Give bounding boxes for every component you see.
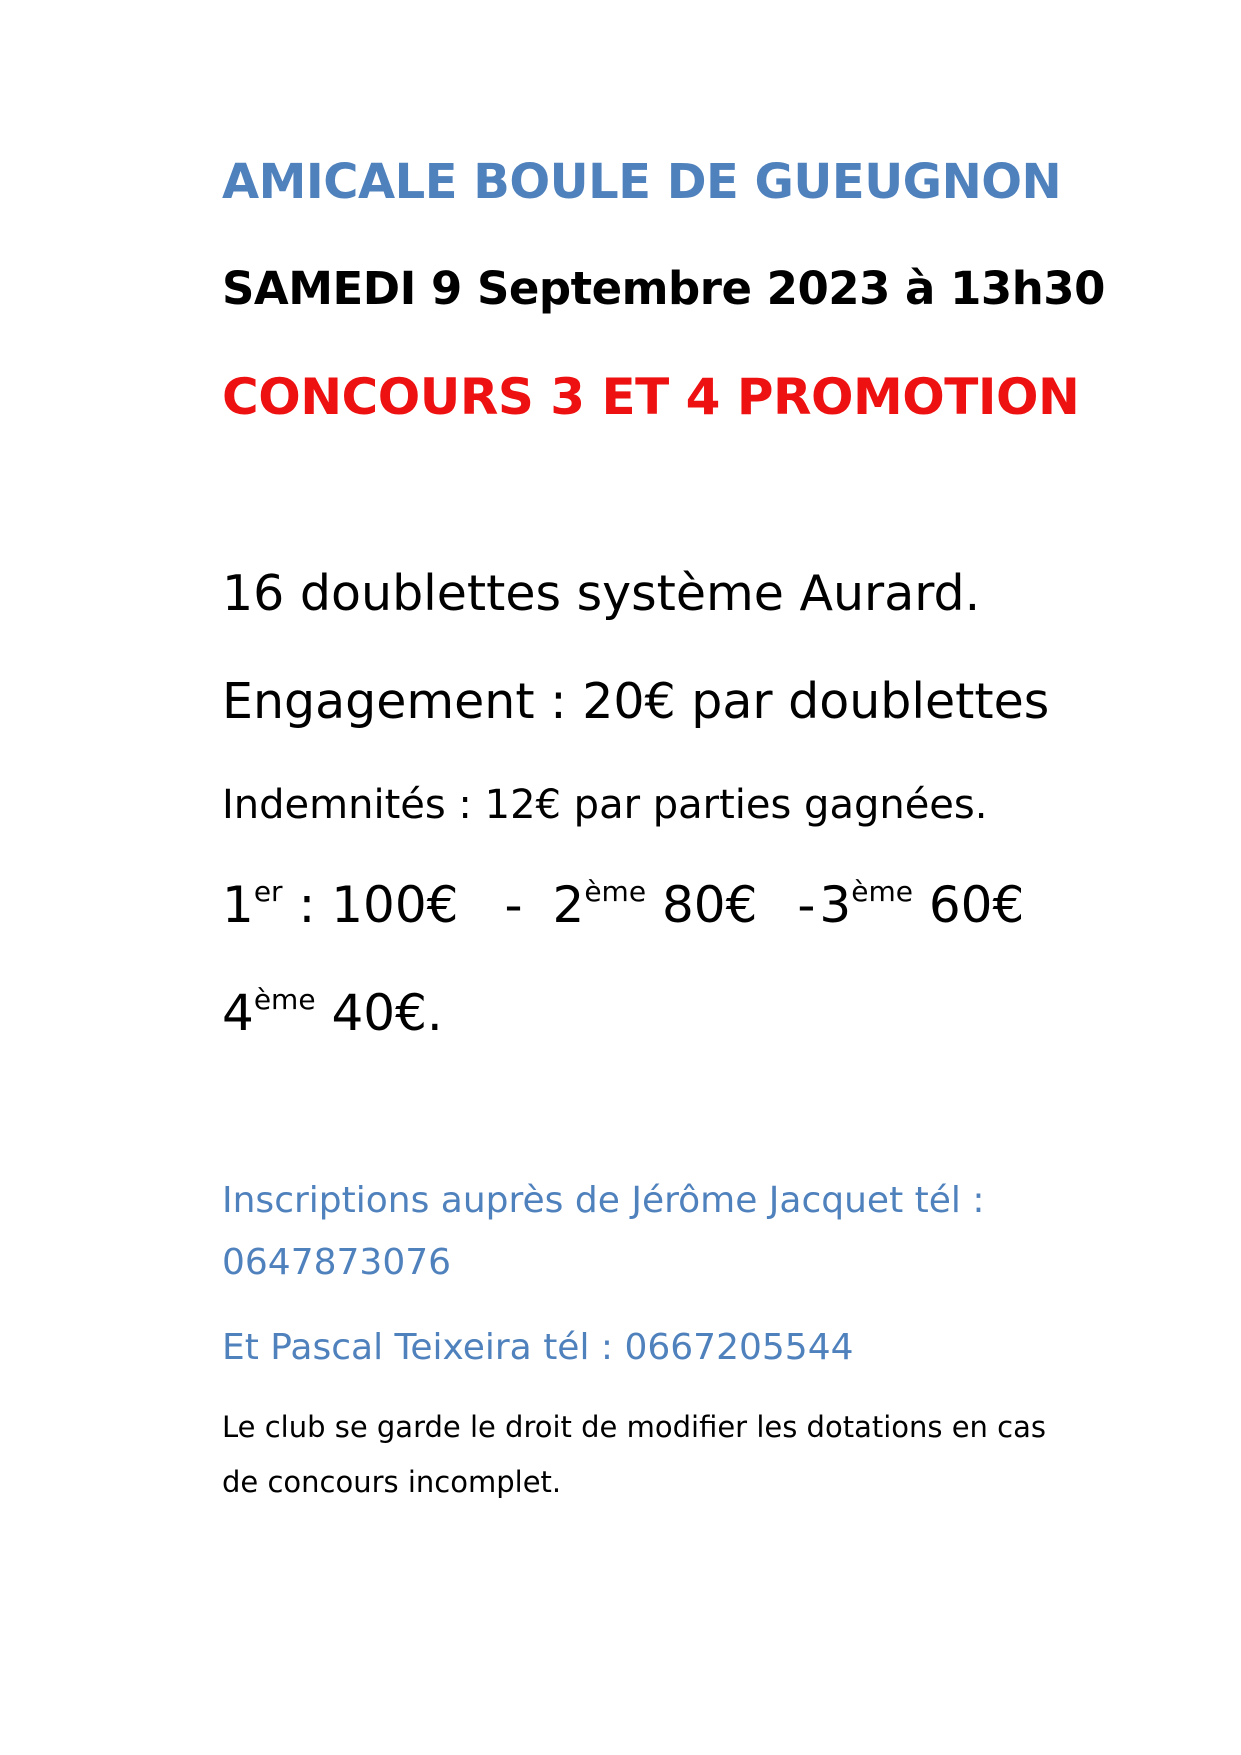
prizes-line xyxy=(222,983,443,1042)
prize-separator: - xyxy=(797,876,816,934)
prize-third xyxy=(819,876,1024,934)
competition-title: CONCOURS 3 ET 4 PROMOTION xyxy=(222,368,1080,426)
indemnity: Indemnités : 12€ par parties gagnées. xyxy=(222,782,988,828)
prize-amount: 60€ xyxy=(912,876,1025,934)
entry-fee: Engagement : 20€ par doublettes xyxy=(222,673,1050,730)
prize-rank-number: 2 xyxy=(552,876,585,934)
prize-first xyxy=(222,876,458,934)
prize-rank-number: 3 xyxy=(819,876,852,934)
prizes-line xyxy=(222,875,1025,934)
prize-fourth xyxy=(222,984,443,1042)
registration-contact: Inscriptions auprès de Jérôme Jacquet tél : xyxy=(222,1180,985,1221)
prize-separator: - xyxy=(504,876,523,934)
registration-contact-second: Et Pascal Teixeira tél : 0667205544 xyxy=(222,1327,854,1368)
event-date-time: SAMEDI 9 Septembre 2023 à 13h30 xyxy=(222,262,1105,315)
club-title: AMICALE BOULE DE GUEUGNON xyxy=(222,154,1062,210)
prize-amount: 40€. xyxy=(315,984,443,1042)
prize-rank-suffix: ème xyxy=(851,875,913,908)
registration-phone: 0647873076 xyxy=(222,1242,452,1283)
prize-second xyxy=(553,876,758,934)
prize-amount: 80€ xyxy=(646,876,758,934)
prize-rank-suffix: ème xyxy=(584,875,647,908)
prize-amount: : 100€ xyxy=(282,876,459,934)
prize-rank-number: 1 xyxy=(222,876,254,934)
competition-format: 16 doublettes système Aurard. xyxy=(222,565,981,622)
prize-rank-suffix: er xyxy=(253,875,283,908)
disclaimer-text: de concours incomplet. xyxy=(222,1465,562,1499)
prize-rank-suffix: ème xyxy=(253,983,316,1016)
disclaimer-text: Le club se garde le droit de modifier les dotations en cas xyxy=(222,1410,1046,1444)
prize-rank-number: 4 xyxy=(222,984,254,1042)
